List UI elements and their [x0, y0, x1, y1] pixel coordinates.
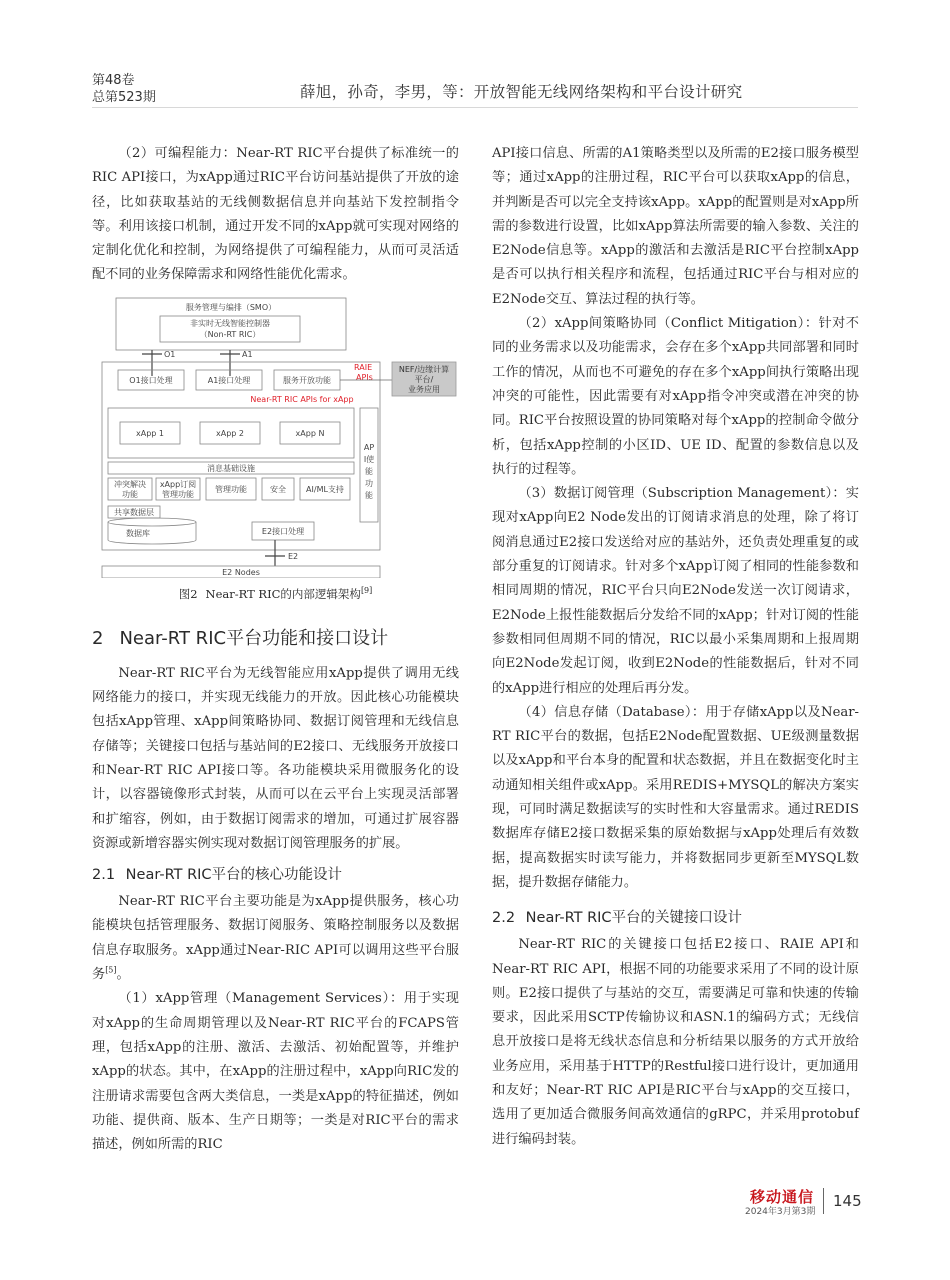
paragraph-database: （4）信息存储（Database）：用于存储xApp以及Near-RT RIC平台的数据，包括E2Node配置数据、UE级测量数据以及xApp和平台本身的配置和状态数据，并且在数据变化时主动通知相关组件或xApp。采用REDIS+MYSQL的解决方案实现，可同时满足数据读写的实时性和大容量需求。通过REDIS数据库存储E2接口数据采集的原始数据与xApp处理后有效数据，提高数据实时读写能力，并将数据同步更新至MYSQL数据，提升数据存储能力。 [492, 704, 859, 890]
api-enable-char-1: AP [363, 442, 375, 452]
msg-infra-label: 消息基础设施 [207, 463, 255, 473]
paragraph-xapp-management-cont: API接口信息、所需的A1策略类型以及所需的E2接口服务模型等；通过xApp的注册过程，RIC平台可以获取xApp的信息，并判断是否可以完全支持该xApp。xApp的配置则是对xApp所需的参数进行设置，比如xApp算法所需要的输入参数、关注的E2Node信息等。xApp的激活和去激活是RIC平台控制xApp是否可以执行相关程序和流程，包括通过RIC平台与相对应的E2Node交互、算法过程的执行等。 [492, 146, 859, 307]
subscription-label-1: xApp订阅 [159, 479, 197, 489]
database-top [108, 518, 196, 526]
shared-layer-label: 共享数据层 [114, 507, 154, 517]
xapp2-label: xApp 2 [216, 428, 244, 438]
running-header-issue [92, 72, 156, 106]
security-label: 安全 [270, 484, 286, 494]
a1-label: A1 [242, 349, 253, 359]
paragraph-key-interfaces: Near-RT RIC的关键接口包括E2接口、RAIE API和Near-RT RIC API，根据不同的功能要求采用了不同的设计原则。E2接口提供了与基站的交互，需要满足可靠和快速的传输要求，因此采用SCTP传输协议和ASN.1的编码方式；无线信息开放接口是将无线状态信息和分析结果以服务的方式开放给业务应用，采用基于HTTP的Restful接口进行设计，更加通用和友好；Near-RT RIC API是RIC平台与xApp的交互接口，选用了更加适合微服务间高效通信的gRPC，并采用protobuf进行编码封装。 [492, 937, 859, 1147]
section-2-number: 2 [92, 627, 104, 649]
paragraph-core-functions [92, 890, 459, 987]
subsection-2-1-title: Near-RT RIC平台的核心功能设计 [125, 867, 343, 884]
a1-proc-label: A1接口处理 [207, 375, 251, 385]
ref-5: [5] [105, 965, 117, 975]
issue-label: 总第523期 [92, 90, 156, 105]
paragraph-xapp-management: （1）xApp管理（Management Services）：用于实现对xApp的生命周期管理以及Near-RT RIC平台的FCAPS管理，包括xApp的注册、激活、去激活、初始配置等，并维护xApp的状态。其中，在xApp的注册过程中，xApp向RIC发的注册请求需要包含两大类信息，一类是xApp的特征描述，例如功能、提供商、版本、生产日期等；一类是对RIC平台的需求描述，例如所需的RIC [92, 991, 459, 1153]
journal-logo: 移动通信 [750, 1188, 815, 1206]
api-enable-char-4: 功 [365, 478, 373, 488]
header-rule [92, 107, 858, 108]
architecture-diagram [92, 296, 459, 578]
running-header-title: 薛旭，孙奇，李男，等：开放智能无线网络架构和平台设计研究 [300, 83, 743, 101]
raie-label-2: APIs [356, 372, 373, 382]
section-2-title: Near-RT RIC平台功能和接口设计 [119, 627, 389, 649]
subsection-2-2-number: 2.2 [492, 910, 516, 927]
conflict-label-1: 冲突解决 [114, 479, 146, 489]
aiml-label: AI/ML支持 [306, 484, 344, 494]
nonrt-ric-label-1: 非实时无线智能控制器 [190, 318, 270, 328]
footer-divider [823, 1188, 824, 1214]
right-column [492, 142, 859, 1152]
paragraph-section2-intro: Near-RT RIC平台为无线智能应用xApp提供了调用无线网络能力的接口，并实现无线能力的开放。因此核心功能模块包括xApp管理、xApp间策略协同、数据订阅管理和无线信息存储等；关键接口包括与基站间的E2接口、无线服务开放接口和Near-RT RIC API接口等。各功能模块采用微服务化的设计，以容器镜像形式封装，从而可以在云平台上实现灵活部署和扩缩容，例如，由于数据订阅需求的增加，可通过扩展容器资源或新增容器实例实现对数据订阅管理服务的扩展。 [92, 665, 459, 851]
database-body [108, 522, 196, 544]
core-functions-text: Near-RT RIC平台主要功能是为xApp提供服务，核心功能模块包括管理服务、数据订阅服务、策略控制服务以及数据信息存取服务。xApp通过Near-RIC API可以调用这些平台服务 [92, 894, 459, 983]
conflict-label-2: 功能 [122, 489, 138, 499]
nef-label-2: 平台/ [414, 374, 434, 384]
caption-ref: [9] [360, 585, 373, 595]
paragraph-subscription-management: （3）数据订阅管理（Subscription Management）：实现对xApp向E2 Node发出的订阅请求消息的处理，除了将订阅消息通过E2接口发送给对应的基站外，还负责处理重复的或部分重复的订阅请求。针对多个xApp订阅了相同的性能参数和相同周期的情况，RIC平台只向E2Node发送一次订阅请求，E2Node上报性能数据后分发给不同的xApp；针对订阅的性能参数相同但周期不同的情况，RIC以最小采集周期和上报周期向E2Node发起订阅，收到E2Node的性能数据后，针对不同的xApp进行相应的处理后再分发。 [492, 486, 859, 696]
apis-for-xapp-label: Near-RT RIC APIs for xApp [250, 394, 354, 404]
subsection-2-1-heading [92, 862, 459, 888]
subsection-2-1-number: 2.1 [92, 867, 116, 884]
o1-label: O1 [164, 349, 176, 359]
subscription-label-2: 管理功能 [162, 489, 194, 499]
o1-proc-label: O1接口处理 [129, 375, 173, 385]
subsection-2-2-title: Near-RT RIC平台的关键接口设计 [525, 910, 743, 927]
api-enable-char-2: I使 [363, 454, 375, 464]
caption-number: 图2 [178, 586, 198, 601]
nef-label-3: 业务应用 [408, 384, 440, 394]
mgmt-label: 管理功能 [215, 484, 247, 494]
paragraph-programmability: （2）可编程能力：Near-RT RIC平台提供了标准统一的RIC API接口，为xApp通过RIC平台访问基站提供了开放的途径，比如获取基站的无线侧数据信息并向基站下发控制指令等。利用该接口机制，通过开发不同的xApp就可实现对网络的定制化优化和控制，为网络提供了可编程能力，从而可灵活适配不同的业务保障需求和网络性能优化需求。 [92, 146, 459, 283]
left-column [92, 142, 459, 1157]
xappn-label: xApp N [295, 428, 325, 438]
page-number: 145 [833, 1192, 862, 1210]
section-2-heading [92, 626, 459, 652]
e2-nodes-label: E2 Nodes [222, 567, 260, 577]
nonrt-ric-label-2: （Non-RT RIC） [199, 329, 261, 339]
figure-caption [92, 584, 459, 604]
nef-label-1: NEF/边缘计算 [398, 364, 450, 374]
api-enable-box [360, 408, 378, 522]
volume-label: 第48卷 [92, 73, 135, 88]
xapp1-label: xApp 1 [136, 428, 164, 438]
subsection-2-2-heading [492, 905, 859, 931]
caption-text: Near-RT RIC的内部逻辑架构 [205, 586, 361, 601]
api-enable-char-5: 能 [365, 490, 373, 500]
figure-2 [92, 296, 459, 578]
core-functions-end: 。 [116, 967, 130, 983]
e2-label: E2 [288, 551, 299, 561]
api-enable-char-3: 能 [365, 466, 373, 476]
e2-proc-label: E2接口处理 [261, 526, 305, 536]
paragraph-conflict-mitigation: （2）xApp间策略协同（Conflict Mitigation）：针对不同的业务需求以及功能需求，会存在多个xApp共同部署和同时工作的情况，从而也不可避免的存在多个xApp间执行策略出现冲突的可能性，因此需要有对xApp指令冲突或潜在冲突的协同。RIC平台按照设置的协同策略对每个xApp的控制命令做分析，包括xApp控制的小区ID、UE ID、配置的参数信息以及执行的过程等。 [492, 316, 859, 477]
journal-date: 2024年3月第3期 [745, 1207, 816, 1217]
service-open-label: 服务开放功能 [283, 375, 331, 385]
raie-label-1: RAIE [354, 362, 373, 372]
database-label: 数据库 [126, 528, 150, 538]
smo-label: 服务管理与编排（SMO） [185, 302, 277, 312]
